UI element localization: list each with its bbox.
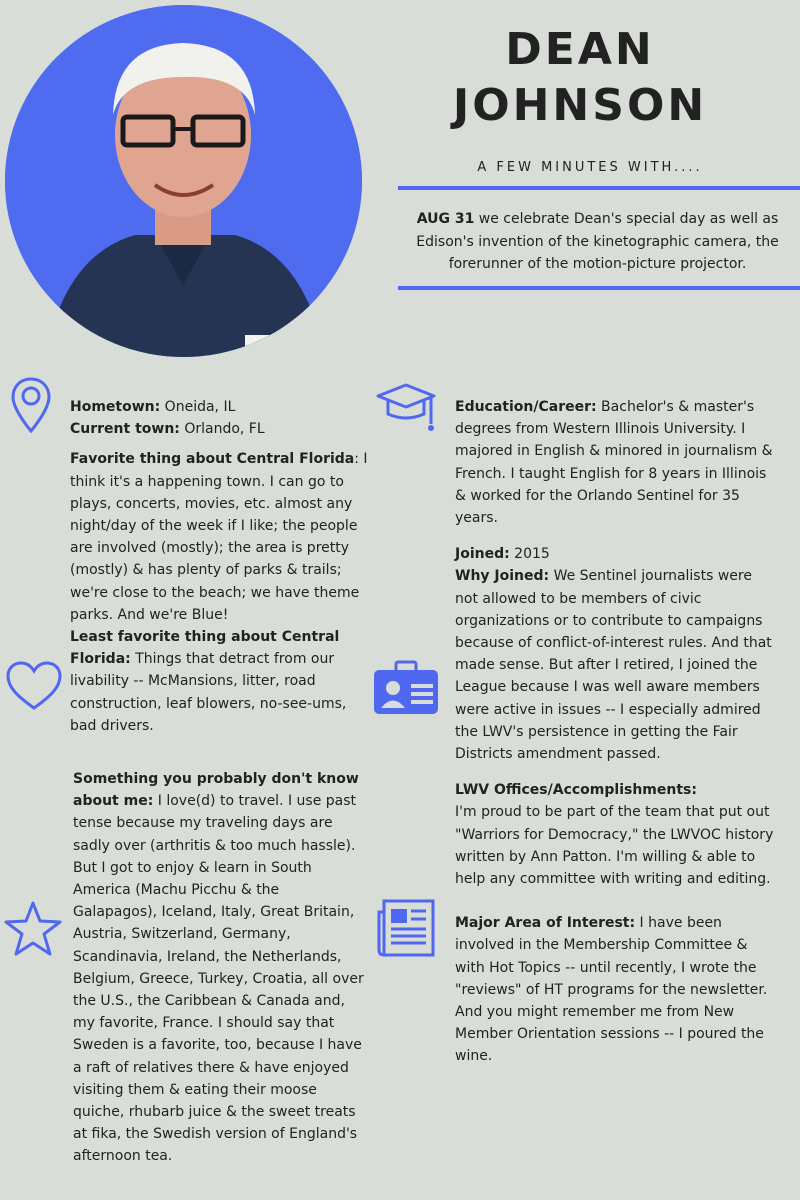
least-favorite-text: Things that detract from our livability -- McMansions, litter, road construction, leaf blowers, no-see-ums, bad drivers.: [70, 651, 347, 734]
something-about-me: [73, 768, 365, 1168]
current-town: [70, 418, 370, 440]
why-joined: [455, 565, 775, 765]
id-badge-icon: [372, 660, 440, 716]
subtitle: A FEW MINUTES WITH....: [477, 160, 703, 175]
interest-text: I have been involved in the Membership Committee & with Hot Topics -- until recently, I wrote the "reviews" of HT programs for the newsletter. And you might remember me from New Member Orientation sessions -- I poured the wine.: [455, 915, 768, 1065]
least-favorite-label: Least favorite thing about Central Florida:: [70, 629, 340, 668]
heart-icon: [5, 660, 63, 712]
favorite-thing-text: : I think it's a happening town. I can go to plays, concerts, movies, etc. almost any night/day of the week if I like; the people are involved (mostly); the area is pretty (mostly) & has plenty of parks & trails; we're close to the beach; we have theme parks. And we're Blue!: [70, 451, 368, 623]
top-divider: [398, 186, 800, 190]
intro-text: [400, 208, 795, 276]
joined-label: Joined:: [455, 546, 510, 563]
bottom-divider: [398, 286, 800, 290]
person-name: [420, 22, 740, 134]
location-pin-icon: [10, 376, 52, 434]
least-favorite-thing: [70, 626, 370, 737]
first-name: DEAN: [505, 24, 655, 75]
right-column: [455, 396, 775, 1068]
favorite-thing-label: Favorite thing about Central Florida: [70, 451, 355, 468]
joined: [455, 543, 775, 565]
intro-body: we celebrate Dean's special day as well as Edison's invention of the kinetographic camera, the forerunner of the motion-picture projector.: [416, 211, 779, 272]
something-label: Something you probably don't know about me:: [73, 771, 359, 810]
newspaper-icon: [376, 898, 436, 958]
something-text: I love(d) to travel. I use past tense because my traveling days are sadly over (arthritis & too much hassle). But I got to enjoy & learn in South America (Machu Picchu & the Galapagos), Iceland, Italy, Great Britain, Austria, Switzerland, Germany, Scandinavia, Ireland, the Netherlands, Belgium, Greece, Turkey, Croatia, all over the U.S., the Caribbean & Canada and, my favorite, France. I should say that Sweden is a favorite, too, because I have a raft of relatives there & have enjoyed visiting them & eating their moose quiche, rhubarb juice & the sweet treats at fika, the Swedish version of England's afternoon tea.: [73, 793, 364, 1165]
hometown-label: Hometown:: [70, 399, 161, 415]
education-label: Education/Career:: [455, 399, 597, 415]
why-joined-label: Why Joined:: [455, 568, 550, 585]
education-career: [455, 396, 775, 529]
hometown-value: Oneida, IL: [160, 399, 236, 415]
lwv-offices-text: I'm proud to be part of the team that put out "Warriors for Democracy," the LWVOC history written by Ann Patton. I'm willing & able to help any committee with writing and editing.: [455, 804, 774, 888]
hometown: [70, 396, 370, 418]
favorite-thing: [70, 448, 370, 626]
last-name: JOHNSON: [452, 80, 708, 131]
left-column-lower: [73, 768, 365, 1168]
star-icon: [3, 900, 63, 958]
why-joined-text: We Sentinel journalists were not allowed to be members of civic organizations or to contribute to campaigns because of conflict-of-interest rules. And that made sense. But after I retired, I joined the League because I was well aware members were active in issues -- I especially admired the LWV's persistence in getting the Fair Districts amendment passed.: [455, 568, 772, 763]
joined-value: 2015: [509, 546, 550, 563]
graduation-cap-icon: [375, 382, 437, 436]
education-text: Bachelor's & master's degrees from Western Illinois University. I majored in English & minored in journalism & French. I taught English for 8 years in Illinois & worked for the Orlando Sentinel for 35 years.: [455, 399, 773, 527]
profile-photo: [5, 5, 362, 357]
lwv-offices-label: LWV Offices/Accomplishments:: [455, 782, 697, 799]
major-area-of-interest: [455, 912, 775, 1067]
current-town-label: Current town:: [70, 421, 180, 438]
left-column: [70, 396, 370, 737]
interest-label: Major Area of Interest:: [455, 915, 636, 932]
intro-date: AUG 31: [416, 211, 475, 227]
current-town-value: Orlando, FL: [179, 421, 265, 438]
